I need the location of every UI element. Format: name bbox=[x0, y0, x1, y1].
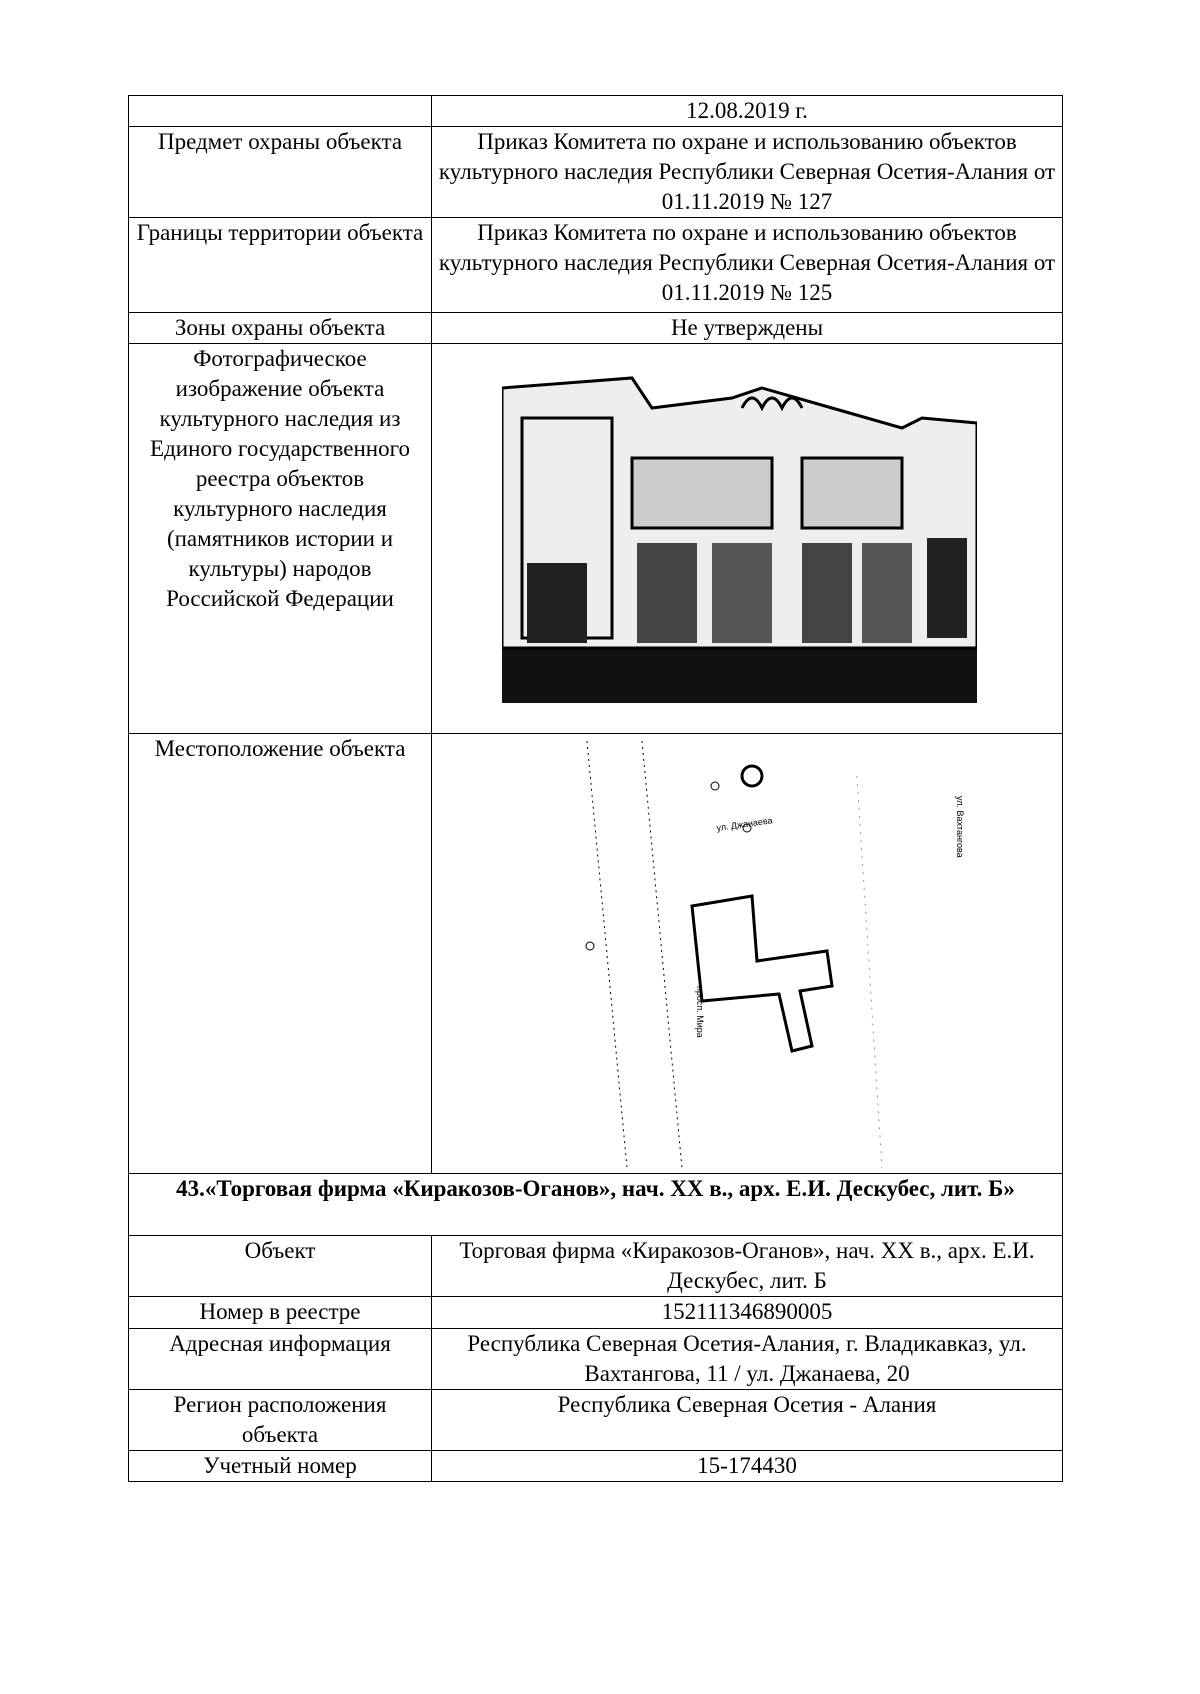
account-label: Учетный номер bbox=[129, 1451, 432, 1482]
protection-subject-value: Приказ Комитета по охране и использованию объектов культурного наследия Республики Северная Осетия-Алания от 01.11.2019 № 127 bbox=[432, 127, 1063, 218]
map-street-label: просп. Мира bbox=[695, 986, 705, 1038]
address-label: Адресная информация bbox=[129, 1329, 432, 1390]
zones-value: Не утверждены bbox=[432, 313, 1063, 344]
zones-label: Зоны охраны объекта bbox=[129, 313, 432, 344]
building-photo bbox=[502, 348, 977, 703]
map-street-label: ул. Джанаева bbox=[715, 815, 774, 833]
registry-value: 152111346890005 bbox=[432, 1297, 1063, 1329]
map-street-label: ул. Вахтангова bbox=[955, 796, 965, 858]
borders-label: Границы территории объекта bbox=[129, 218, 432, 313]
borders-value: Приказ Комитета по охране и использованию объектов культурного наследия Республики Северная Осетия-Алания от 01.11.2019 № 125 bbox=[432, 218, 1063, 313]
object-label: Объект bbox=[129, 1236, 432, 1297]
registry-label: Номер в реестре bbox=[129, 1297, 432, 1329]
protection-subject-label: Предмет охраны объекта bbox=[129, 127, 432, 218]
location-map bbox=[502, 736, 972, 1168]
photo-label: Фотографическое изображение объекта культурного наследия из Единого государственного реестра объектов культурного наследия (памятников истории и культуры) народов Российской Федерации bbox=[129, 344, 432, 734]
date-value: 12.08.2019 г. bbox=[432, 96, 1063, 127]
address-value: Республика Северная Осетия-Алания, г. Владикавказ, ул. Вахтангова, 11 / ул. Джанаева, 20 bbox=[432, 1329, 1063, 1390]
section-heading: 43.«Торговая фирма «Киракозов-Оганов», нач. XX в., арх. Е.И. Дескубес, лит. Б» bbox=[129, 1174, 1063, 1236]
region-value: Республика Северная Осетия - Алания bbox=[432, 1390, 1063, 1451]
object-value: Торговая фирма «Киракозов-Оганов», нач. XX в., арх. Е.И. Дескубес, лит. Б bbox=[432, 1236, 1063, 1297]
object-info-table bbox=[128, 95, 1063, 1482]
location-label: Местоположение объекта bbox=[129, 734, 432, 1174]
region-label: Регион расположения объекта bbox=[129, 1390, 432, 1451]
account-value: 15-174430 bbox=[432, 1451, 1063, 1482]
